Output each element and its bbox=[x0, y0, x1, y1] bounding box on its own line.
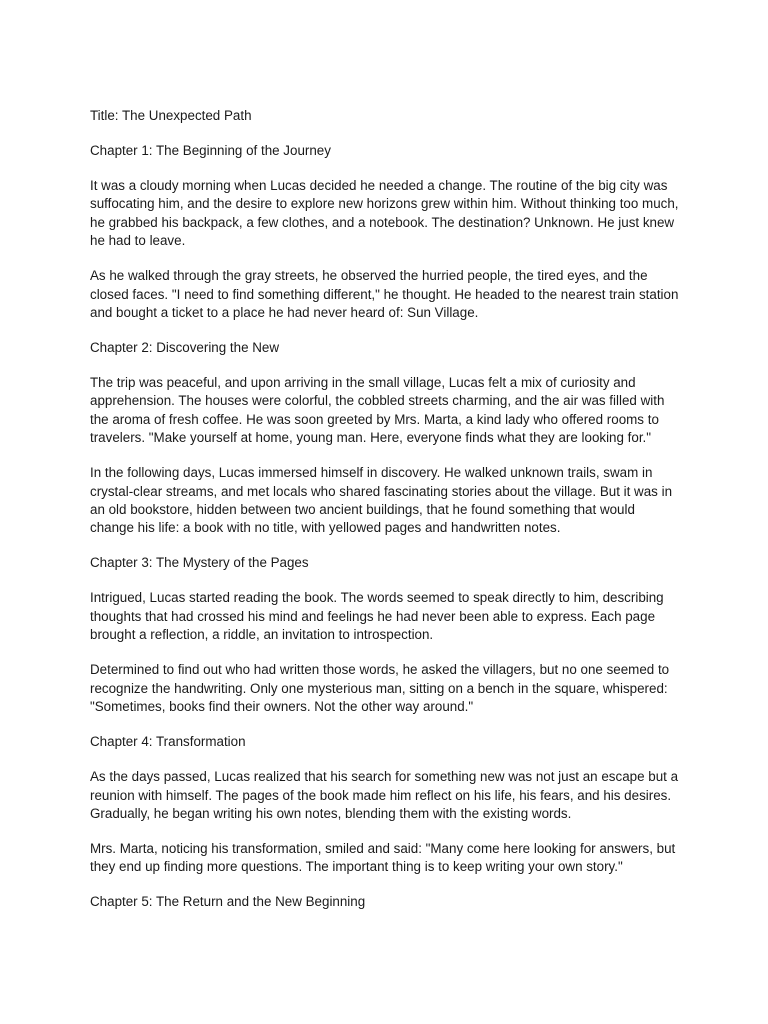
chapter-4-heading: Chapter 4: Transformation bbox=[90, 734, 246, 750]
chapter-3-paragraph-2: Determined to find out who had written those words, he asked the villagers, but no one seemed to recognize the handwriting. Only one mysterious man, sitting on a bench in the square, whispered: "Sometimes, books find their owners. Not the other way around." bbox=[90, 662, 670, 715]
chapter-2-paragraph-2: In the following days, Lucas immersed himself in discovery. He walked unknown trails, swam in crystal-clear streams, and met locals who shared fascinating stories about the village. But it was in an old bookstore, hidden between two ancient buildings, that he found something that would change his life: a book with no title, with yellowed pages and handwritten notes. bbox=[90, 465, 673, 536]
chapter-1-heading: Chapter 1: The Beginning of the Journey bbox=[90, 143, 331, 158]
document-title: Title: The Unexpected Path bbox=[90, 108, 252, 123]
chapter-3-paragraph-1: Intrigued, Lucas started reading the book. The words seemed to speak directly to him, describing thoughts that had crossed his mind and feelings he had never been able to express. Each page brought a reflection, a riddle, an invitation to introspection. bbox=[90, 590, 664, 643]
chapter-2-heading: Chapter 2: Discovering the New bbox=[90, 340, 280, 356]
chapter-1-paragraph-1: It was a cloudy morning when Lucas decided he needed a change. The routine of the big city was suffocating him, and the desire to explore new horizons grew within him. Without thinking too much, he grabbed his backpack, a few clothes, and a notebook. The destination? Unknown. He just knew he had to leave. bbox=[90, 178, 679, 249]
document-body bbox=[90, 107, 680, 928]
chapter-2-paragraph-1: The trip was peaceful, and upon arriving in the small village, Lucas felt a mix of curiosity and apprehension. The houses were colorful, the cobbled streets charming, and the air was filled with the aroma of fresh coffee. He was soon greeted by Mrs. Marta, a kind lady who offered rooms to travelers. "Make yourself at home, young man. Here, everyone finds what they are looking for." bbox=[90, 375, 665, 446]
chapter-1-paragraph-2: As he walked through the gray streets, he observed the hurried people, the tired eyes, and the closed faces. "I need to find something different," he thought. He headed to the nearest train station and bought a ticket to a place he had never heard of: Sun Village. bbox=[90, 268, 679, 321]
chapter-4-paragraph-2: Mrs. Marta, noticing his transformation, smiled and said: "Many come here looking for answers, but they end up finding more questions. The important thing is to keep writing your own story." bbox=[90, 840, 676, 875]
chapter-3-heading: Chapter 3: The Mystery of the Pages bbox=[90, 555, 309, 571]
chapter-5-heading: Chapter 5: The Return and the New Beginning bbox=[90, 894, 366, 910]
chapter-4-paragraph-1: As the days passed, Lucas realized that his search for something new was not just an escape but a reunion with himself. The pages of the book made him reflect on his life, his fears, and his desires. Gradually, he began writing his own notes, blending them with the existing words. bbox=[90, 769, 679, 821]
